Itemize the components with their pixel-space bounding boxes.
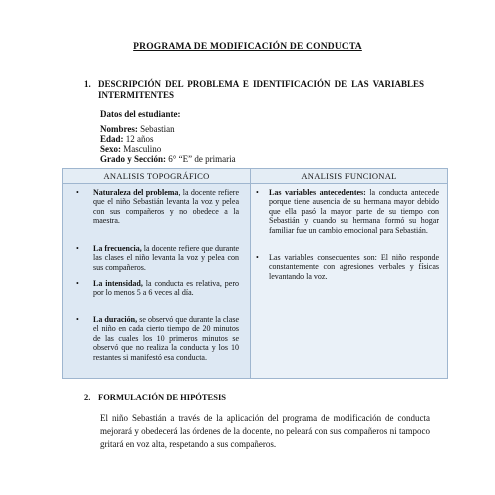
item-text: Las variables consecuentes son: El niño responde constantemente con agresiones verbales y físicas levantando la voz. xyxy=(269,253,439,281)
topographic-item-intensity xyxy=(93,279,239,298)
page-title: PROGRAMA DE MODIFICACIÓN DE CONDUCTA xyxy=(133,42,362,52)
field-value: Masculino xyxy=(123,144,162,154)
topographic-item-frequency xyxy=(93,244,239,272)
header-topographic: ANALISIS TOPOGRÁFICO xyxy=(103,171,210,181)
item-text: , la docente refiere que el niño Sebastián levanta la voz y pelea con sus compañeros y no obedece a la maestra. xyxy=(93,188,240,226)
item-term: La duración, xyxy=(93,315,138,324)
section-1-title: DESCRIPCIÓN DEL PROBLEMA E IDENTIFICACIÓN DE LAS VARIABLES INTERMITENTES xyxy=(98,79,424,100)
field-value: 12 años xyxy=(125,134,154,144)
bullet-icon: • xyxy=(76,188,79,197)
student-sex-row xyxy=(100,144,161,154)
student-name-row xyxy=(100,124,175,134)
student-data-heading: Datos del estudiante: xyxy=(100,109,181,119)
student-grade-row xyxy=(100,154,236,164)
bullet-icon: • xyxy=(256,253,259,262)
student-age-row xyxy=(100,134,154,144)
item-term: Las variables antecedentes: xyxy=(269,188,366,197)
item-text: la docente refiere que durante las clases el niño levanta la voz y pelea con sus compañeros. xyxy=(93,244,239,272)
field-value: 6° “E” de primaria xyxy=(168,154,236,164)
section-2-number: 2. xyxy=(84,392,91,402)
functional-item-consequents xyxy=(269,253,439,281)
topographic-item-nature xyxy=(93,188,239,226)
section-1-number: 1. xyxy=(84,79,91,89)
bullet-icon: • xyxy=(256,188,259,197)
functional-item-antecedents xyxy=(269,188,439,235)
field-value: Sebastian xyxy=(140,124,175,134)
bullet-icon: • xyxy=(76,315,79,324)
item-text: se observó que durante la clase el niño en cada cierto tiempo de 20 minutos de las cuales los 10 primeros minutos se observó que no realiza la conducta y los 10 restantes si manifestó esa conducta. xyxy=(93,315,239,362)
section-2-title: FORMULACIÓN DE HIPÓTESIS xyxy=(98,392,226,402)
header-functional: ANALISIS FUNCIONAL xyxy=(301,171,397,181)
item-text: la conducta antecede porque tiene ausencia de su hermana mayor debido que ella pasó la mayor parte de su tiempo con Sebastián y cuando su hermana formó su hogar familiar fue un cambio emocional para Sebastián. xyxy=(269,188,440,235)
analysis-table xyxy=(62,168,448,379)
hypothesis-paragraph: El niño Sebastián a través de la aplicación del programa de modificación de conducta mejorará y obedecerá las órdenes de la docente, no peleará con sus compañeros ni tampoco gritará en voz alta, respetando a sus compañeros. xyxy=(100,413,430,449)
item-term: La frecuencia, xyxy=(93,244,142,253)
column-divider xyxy=(250,169,251,378)
table-header-row xyxy=(63,169,447,184)
item-text: la conducta es relativa, pero por lo menos 5 a 6 veces al día. xyxy=(93,279,240,298)
item-term: La intensidad, xyxy=(93,279,143,288)
field-label: Grado y Sección: xyxy=(100,154,166,164)
bullet-icon: • xyxy=(76,244,79,253)
topographic-item-duration xyxy=(93,315,239,362)
bullet-icon: • xyxy=(76,279,79,288)
field-label: Nombres: xyxy=(100,124,138,134)
field-label: Edad: xyxy=(100,134,124,144)
item-term: Naturaleza del problema xyxy=(93,188,179,197)
field-label: Sexo: xyxy=(100,144,121,154)
